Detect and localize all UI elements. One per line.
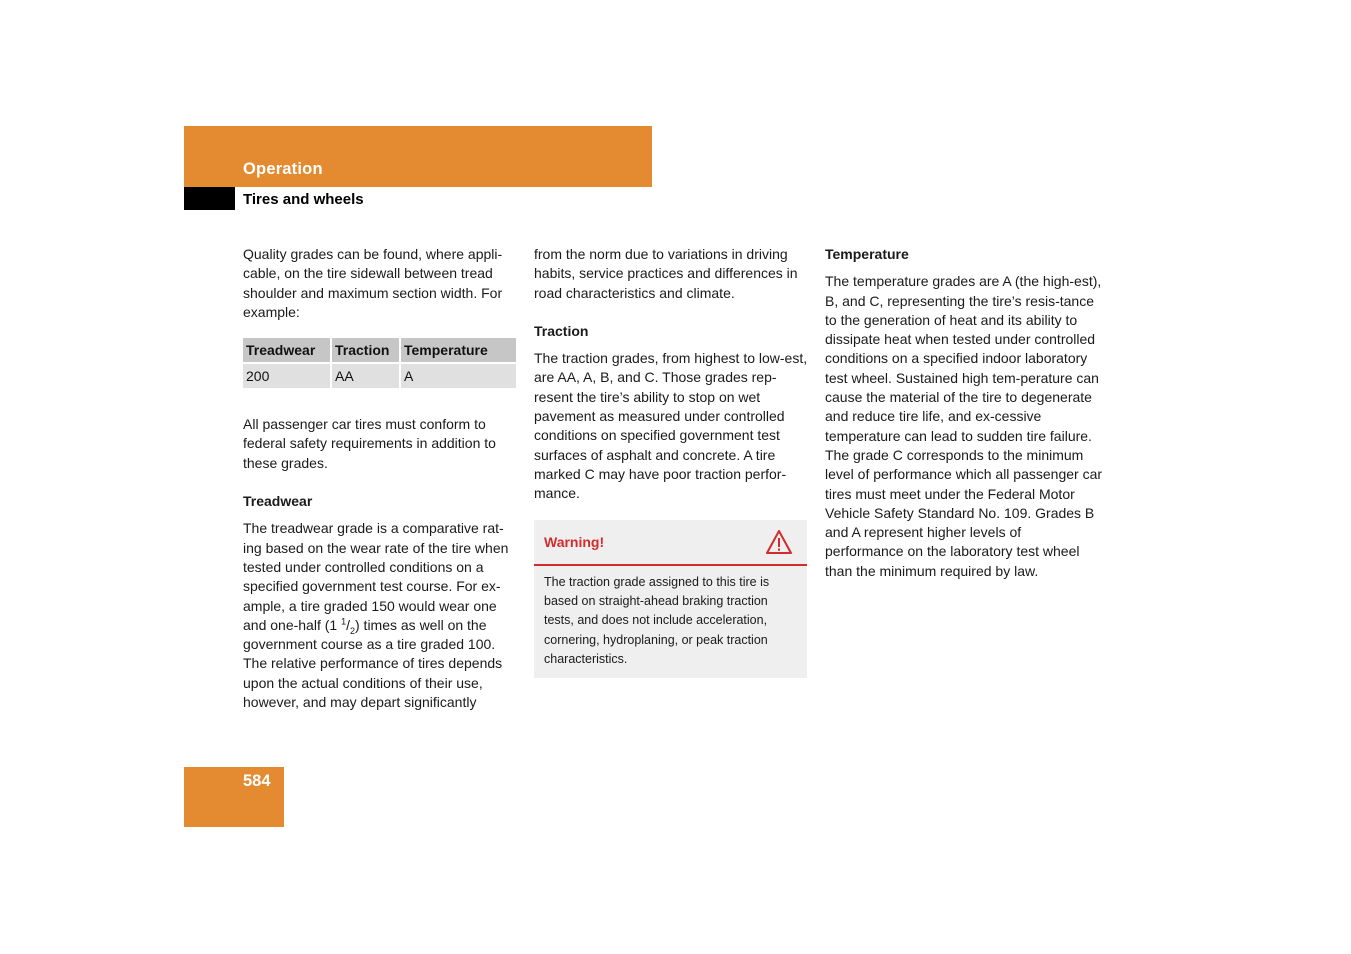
- table-header-cell: Traction: [330, 338, 399, 362]
- continued-paragraph: from the norm due to variations in driving habits, service practices and differences in road characteristics and climate.: [534, 246, 798, 301]
- fraction-denominator: 2: [349, 625, 355, 636]
- table-cell: A: [399, 362, 516, 388]
- fraction-numerator: 1: [341, 616, 347, 627]
- traction-heading: Traction: [534, 322, 589, 339]
- table-header-cell: Temperature: [399, 338, 516, 362]
- temperature-heading: Temperature: [825, 246, 909, 262]
- warning-triangle-icon: [765, 529, 793, 555]
- conform-paragraph: All passenger car tires must conform to federal safety requirements in addition to these grades.: [243, 416, 496, 471]
- warning-box: [534, 520, 807, 678]
- temperature-paragraph: The temperature grades are A (the high-est), B, and C, representing the tire’s resis-tance to the generation of heat and its ability to dissipate heat when tested under controlled conditions on a specified indoor laboratory test wheel. Sustained high tem-perature can cause the material of the tire to degenerate and reduce tire life, and ex-cessive temperature can lead to sudden tire failure. The grade C corresponds to the minimum level of performance which all passenger car tires must meet under the Federal Motor Vehicle Safety Standard No. 109. Grades B and A represent higher levels of performance on the laboratory test wheel than the minimum required by law.: [825, 273, 1103, 579]
- treadwear-text-a: The treadwear grade is a comparative rat-ing based on the wear rate of the tire when tested under controlled conditions on a specified government test course. For ex-ample, a tire graded 150 would wear one and one-half (1: [243, 520, 509, 633]
- table-cell: AA: [330, 362, 399, 388]
- warning-header: [534, 520, 807, 566]
- warning-text: The traction grade assigned to this tire is based on straight-ahead braking traction tests, and does not include acceleration, cornering, hydroplaning, or peak traction characteristics.: [544, 574, 770, 667]
- table-cell: 200: [243, 362, 330, 388]
- treadwear-paragraph: [243, 519, 518, 712]
- page-number: 584: [243, 772, 271, 790]
- treadwear-text-b: ) times as well on the government course as a tire graded 100. The relative performance of tires depends upon the actual conditions of their use, however, and may depart significantly: [243, 616, 503, 711]
- column-3: [825, 245, 1103, 581]
- table-header-row: [243, 338, 516, 362]
- grades-table: [243, 338, 516, 388]
- section-marker: [184, 187, 235, 210]
- section-title: Operation: [243, 160, 323, 178]
- subsection-title: Tires and wheels: [243, 191, 364, 208]
- column-1: [243, 245, 518, 712]
- intro-paragraph: Quality grades can be found, where appli-cable, on the tire sidewall between tread shoulder and maximum section width. For example:: [243, 246, 503, 320]
- fraction-slash: /: [346, 616, 350, 633]
- treadwear-heading: Treadwear: [243, 493, 313, 510]
- column-2: [534, 245, 809, 678]
- table-row: [243, 362, 516, 388]
- table-header-cell: Treadwear: [243, 338, 330, 362]
- traction-paragraph: The traction grades, from highest to low-est, are AA, A, B, and C. Those grades rep-resent the tire’s ability to stop on wet pavement as measured under controlled conditions on specified government test surfaces of asphalt and concrete. A tire marked C may have poor traction perfor-mance.: [534, 350, 808, 502]
- warning-label: Warning!: [544, 533, 605, 550]
